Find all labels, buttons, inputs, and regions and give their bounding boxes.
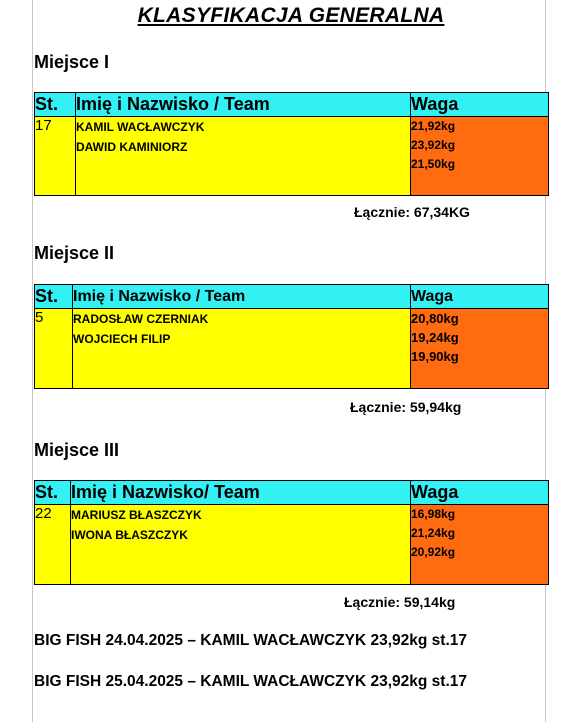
team-names [73,309,411,389]
big-fish-day-1: BIG FISH 24.04.2025 – KAMIL WACŁAWCZYK 23,92kg st.17 [34,632,467,649]
weight-value: 20,92kg [411,545,456,559]
stand-column-header: St. [35,93,76,117]
weight-column-header: Waga [411,285,549,309]
big-fish-day-2: BIG FISH 25.04.2025 – KAMIL WACŁAWCZYK 23,92kg st.17 [34,673,467,690]
stand-number: 5 [35,309,73,389]
weight-value: 21,50kg [411,157,456,171]
place-3-heading: Miejsce III [34,440,120,460]
place-3-total: Łącznie: 59,14kg [344,594,456,610]
name-column-header: Imię i Nazwisko / Team [73,285,411,309]
team-names [76,117,411,196]
weights-cell [411,505,549,585]
weight-column-header: Waga [411,481,549,505]
table-header-row [35,481,549,505]
weight-value: 19,90kg [411,349,459,364]
stand-column-header: St. [35,481,71,505]
stand-column-header: St. [35,285,73,309]
table-row [35,309,549,389]
angler-name: WOJCIECH FILIP [73,332,171,346]
place-2-total: Łącznie: 59,94kg [350,399,462,415]
table-row [35,117,549,196]
place-2-table [34,284,549,389]
table-row [35,505,549,585]
place-2-heading: Miejsce II [34,243,115,263]
name-column-header: Imię i Nazwisko / Team [76,93,411,117]
weight-value: 16,98kg [411,507,456,521]
weight-value: 23,92kg [411,138,456,152]
weights-cell [411,309,549,389]
page-title: KLASYFIKACJA GENERALNA [137,4,445,27]
place-1-total: Łącznie: 67,34KG [354,204,470,220]
stand-number: 17 [35,117,76,196]
weight-value: 21,92kg [411,119,456,133]
place-3-table [34,480,549,585]
angler-name: RADOSŁAW CZERNIAK [73,312,209,326]
angler-name: MARIUSZ BŁASZCZYK [71,508,202,522]
weight-value: 21,24kg [411,526,456,540]
name-column-header: Imię i Nazwisko/ Team [71,481,411,505]
weight-value: 20,80kg [411,311,459,326]
angler-name: IWONA BŁASZCZYK [71,528,188,542]
table-header-row [35,285,549,309]
weights-cell [411,117,549,196]
weight-column-header: Waga [411,93,549,117]
page-margin-left [32,0,33,722]
team-names [71,505,411,585]
angler-name: DAWID KAMINIORZ [76,140,188,154]
angler-name: KAMIL WACŁAWCZYK [76,120,205,134]
stand-number: 22 [35,505,71,585]
table-header-row [35,93,549,117]
place-1-heading: Miejsce I [34,52,110,72]
place-1-table [34,92,549,196]
weight-value: 19,24kg [411,330,459,345]
